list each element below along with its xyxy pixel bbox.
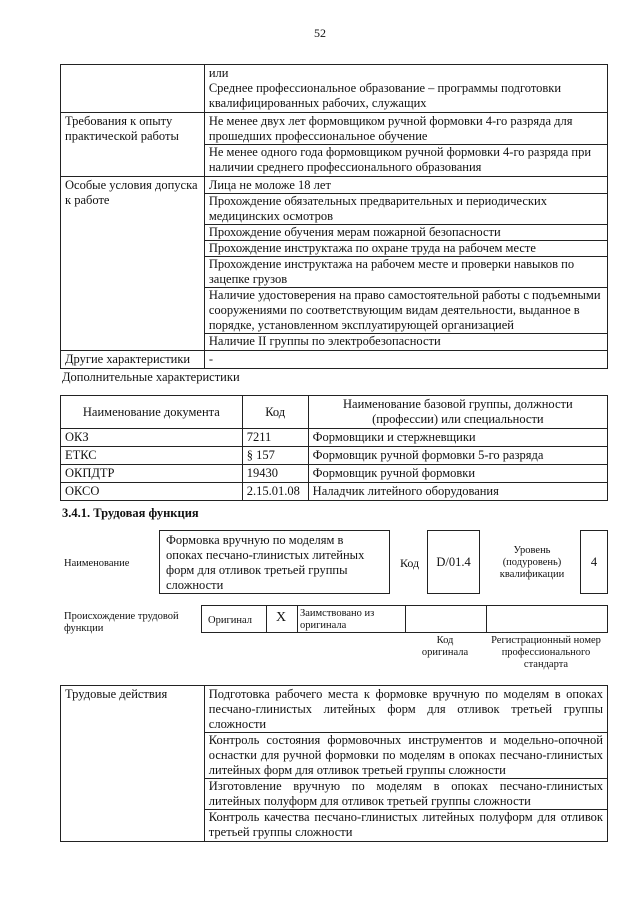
reg-number-caption: Регистрационный номер профессионального стандарта bbox=[491, 635, 601, 670]
col-header-code: Код bbox=[242, 396, 308, 429]
origin-label: Происхождение трудовой функции bbox=[64, 611, 179, 634]
doc-cell: ЕТКС bbox=[61, 447, 243, 465]
page-number: 52 bbox=[314, 26, 326, 40]
original-mark: X bbox=[275, 610, 287, 625]
action-item: Контроль состояния формовочных инструментов и модельно-опочной оснастки для ручной формовки по моделям в опоках песчано-глинистых литейных форм для отливок третьей группы сложности bbox=[205, 733, 607, 779]
origin-row bbox=[201, 605, 608, 633]
req-value: Прохождение инструктажа на рабочем месте и проверки навыков по зацепке грузов bbox=[205, 257, 607, 288]
req-row bbox=[61, 351, 608, 369]
level-label: Уровень (подуровень) квалификации bbox=[499, 545, 565, 580]
actions-values bbox=[204, 686, 607, 842]
req-value: Не менее одного года формовщиком ручной формовки 4-го разряда при наличии среднего профессионального образования bbox=[208, 145, 592, 174]
doc-cell: 19430 bbox=[242, 465, 308, 483]
req-value: Не менее двух лет формовщиком ручной формовки 4-го разряда для прошедших профессиональное обучение bbox=[205, 114, 607, 145]
actions-table bbox=[60, 685, 608, 842]
doc-cell: Формовщик ручной формовки bbox=[308, 465, 607, 483]
section-title: 3.4.1. Трудовая функция bbox=[62, 506, 199, 520]
borrowed-label: Заимствовано из оригинала bbox=[300, 608, 375, 631]
req-value: Лица не моложе 18 лет bbox=[205, 178, 607, 194]
action-item: Подготовка рабочего места к формовке вручную по моделям в опоках песчано-глинистых литейных форм для отливок третьей группы сложности bbox=[205, 687, 607, 733]
doc-row bbox=[61, 483, 608, 501]
req-value: Наличие удостоверения на право самостоятельной работы с подъемными сооружениями по соответствующим видам деятельности, выданное в порядке, установленном эксплуатирующей организацией bbox=[205, 288, 607, 334]
additional-characteristics-title: Дополнительные характеристики bbox=[62, 370, 240, 384]
req-value: Наличие II группы по электробезопасности bbox=[208, 334, 441, 348]
action-item: Контроль качества песчано-глинистых литейных полуформ для отливок третьей группы сложности bbox=[208, 810, 603, 839]
doc-cell: ОКСО bbox=[61, 483, 243, 501]
req-value: Прохождение обучения мерам пожарной безопасности bbox=[205, 225, 607, 241]
req-value: - bbox=[208, 352, 214, 366]
doc-row bbox=[61, 429, 608, 447]
req-values bbox=[204, 113, 607, 177]
doc-cell: ОКПДТР bbox=[61, 465, 243, 483]
doc-cell: 7211 bbox=[242, 429, 308, 447]
doc-cell: ОКЗ bbox=[61, 429, 243, 447]
code-original-caption: Код оригинала bbox=[421, 635, 469, 658]
req-value: или Среднее профессиональное образование – программы подготовки квалифицированных рабочих, служащих bbox=[208, 66, 562, 110]
col-header-document: Наименование документа bbox=[61, 396, 243, 429]
actions-row bbox=[61, 686, 608, 842]
req-values bbox=[204, 65, 607, 113]
req-row bbox=[61, 65, 608, 113]
doc-cell: 2.15.01.08 bbox=[242, 483, 308, 501]
req-label: Особые условия допуска к работе bbox=[61, 177, 205, 351]
doc-row bbox=[61, 465, 608, 483]
req-label: Другие характеристики bbox=[61, 351, 205, 369]
name-label: Наименование bbox=[64, 558, 130, 569]
doc-cell: Формовщики и стержневщики bbox=[308, 429, 607, 447]
doc-cell: Формовщик ручной формовки 5-го разряда bbox=[308, 447, 607, 465]
req-label bbox=[61, 65, 205, 113]
documents-table bbox=[60, 395, 608, 501]
actions-label: Трудовые действия bbox=[61, 686, 205, 842]
level-value-box: 4 bbox=[580, 530, 608, 594]
req-values bbox=[204, 351, 607, 369]
function-name-box: Формовка вручную по моделям в опоках песчано-глинистых литейных форм для отливок третьей группы сложности bbox=[159, 530, 390, 594]
requirements-table bbox=[60, 64, 608, 369]
req-row bbox=[61, 113, 608, 177]
original-label: Оригинал bbox=[208, 615, 252, 626]
doc-row bbox=[61, 447, 608, 465]
req-value: Прохождение обязательных предварительных и периодических медицинских осмотров bbox=[205, 194, 607, 225]
doc-cell: Наладчик литейного оборудования bbox=[308, 483, 607, 501]
action-item: Изготовление вручную по моделям в опоках песчано-глинистых литейных полуформ для отливок третьей группы сложности bbox=[205, 779, 607, 810]
req-label: Требования к опыту практической работы bbox=[61, 113, 205, 177]
req-row bbox=[61, 177, 608, 351]
doc-cell: § 157 bbox=[242, 447, 308, 465]
code-label: Код bbox=[400, 556, 420, 570]
req-values bbox=[204, 177, 607, 351]
req-value: Прохождение инструктажа по охране труда на рабочем месте bbox=[205, 241, 607, 257]
function-code-box: D/01.4 bbox=[427, 530, 480, 594]
col-header-group: Наименование базовой группы, должности (профессии) или специальности bbox=[308, 396, 607, 429]
